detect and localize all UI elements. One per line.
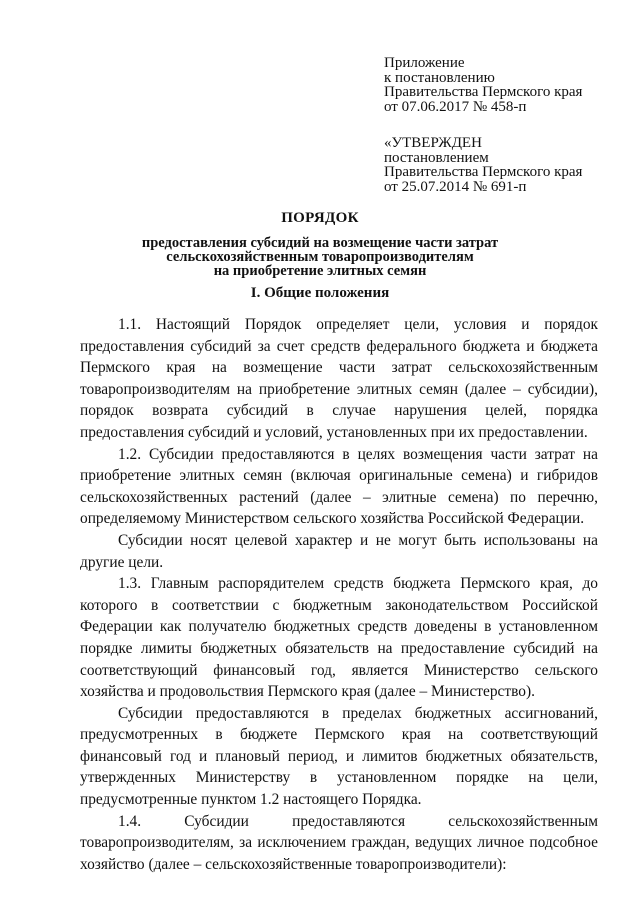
annex-line: Правительства Пермского края [384, 84, 583, 100]
subtitle-line: сельскохозяйственным товаропроизводителям [166, 249, 474, 265]
annex-line: Приложение [384, 55, 465, 71]
annex-line: от 07.06.2017 № 458-п [384, 98, 527, 115]
document-subtitle [80, 236, 560, 278]
document-title: ПОРЯДОК [281, 210, 359, 226]
paragraph-1-1: 1.1. Настоящий Порядок определяет цели, условия и порядок предоставления субсидий за счет средств федерального бюджета и бюджета Пермского края на возмещение части затрат сельскохозяйственным товаропроизводителям на приобретение элитных семян (далее – субсидии), порядок возврата субсидий в случае нарушения целей, порядка предоставления субсидий и условий, установленных при их предоставлении. [80, 316, 598, 441]
subtitle-line: предоставления субсидий на возмещение части затрат [141, 235, 499, 251]
paragraph-1-4: 1.4. Субсидии предоставляются сельскохозяйственным товаропроизводителям, за исключением граждан, ведущих личное подсобное хозяйство (далее – сельскохозяйственные товаропроизводители): [80, 812, 598, 873]
approved-line: от 25.07.2014 № 691-п [384, 178, 527, 195]
approved-line: «УТВЕРЖДЕН [384, 135, 482, 151]
approved-line: Правительства Пермского края [384, 164, 583, 180]
approved-block [384, 136, 624, 194]
annex-line: к постановлению [384, 69, 495, 86]
subtitle-line: на приобретение элитных семян [213, 263, 427, 279]
paragraph-1-3: 1.3. Главным распорядителем средств бюджета Пермского края, до которого в соответствии с бюджетным законодательством Российской Федерации как получателю бюджетных средств доведены в установленном порядке лимиты бюджетных обязательств на предоставление субсидий на соответствующий финансовый год, является Министерство сельского хозяйства и продовольствия Пермского края (далее – Министерство). [80, 575, 598, 701]
paragraph-budget-limits: Субсидии предоставляются в пределах бюджетных ассигнований, предусмотренных в бюджете Пермского края на соответствующий финансовый год и плановый период, и лимитов бюджетных обязательств, утвержденных Министерству в установленном порядке на цели, предусмотренные пунктом 1.2 настоящего Порядка. [80, 704, 598, 809]
section-heading: I. Общие положения [250, 285, 390, 301]
paragraph-1-2: 1.2. Субсидии предоставляются в целях возмещения части затрат на приобретение элитных семян (включая оригинальные семена) и гибридов сельскохозяйственных растений (далее – элитные семена) по перечню, определяемому Министерством сельского хозяйства Российской Федерации. [80, 445, 598, 528]
approved-line: постановлением [384, 149, 489, 166]
section-body [80, 314, 598, 875]
annex-block [384, 56, 624, 114]
paragraph-target-use: Субсидии носят целевой характер и не могут быть использованы на другие цели. [80, 531, 598, 571]
